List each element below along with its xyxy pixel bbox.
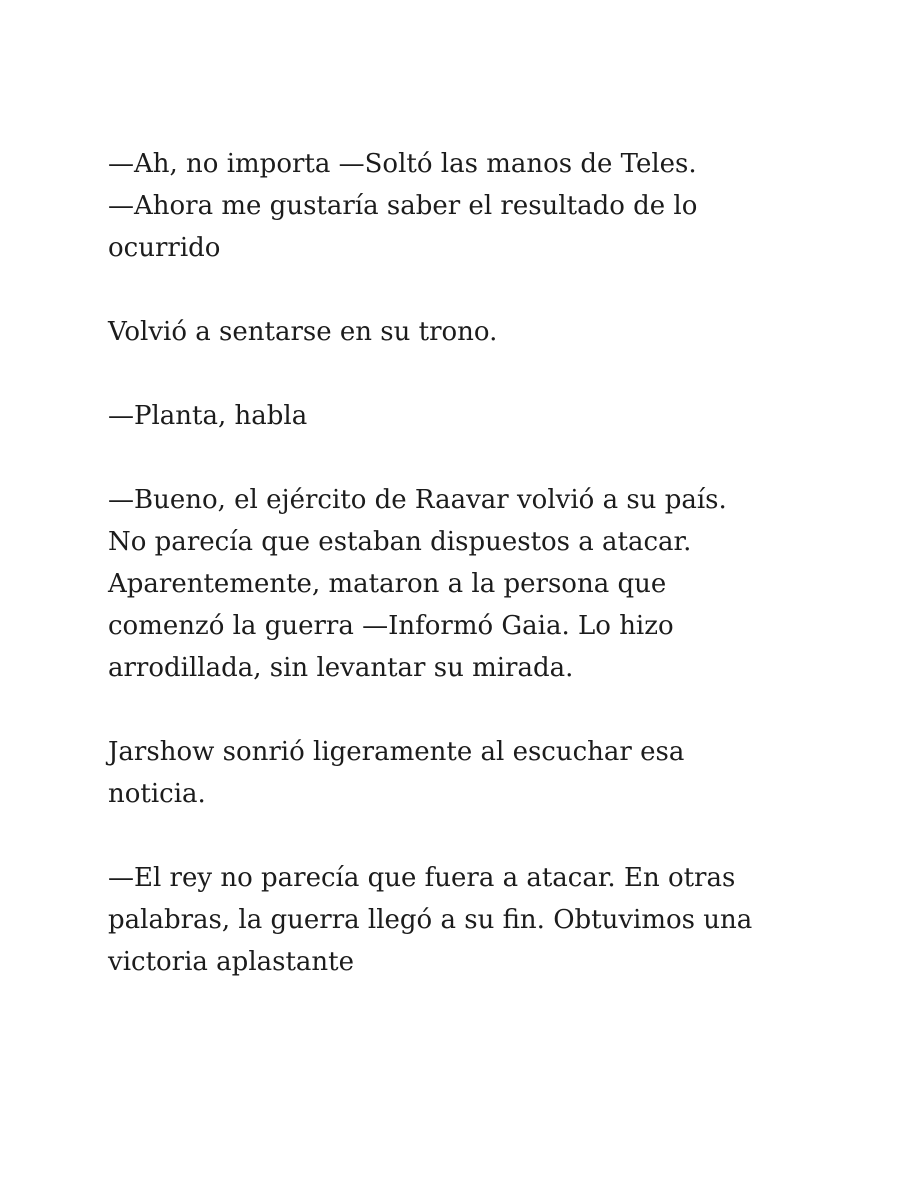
- paragraph-3: [108, 395, 808, 437]
- text-line: Volvió a sentarse en su trono.: [108, 317, 498, 347]
- text-line: comenzó la guerra —Informó Gaia. Lo hizo: [108, 611, 674, 641]
- text-line: arrodillada, sin levantar su mirada.: [108, 653, 574, 683]
- paragraph-2: [108, 311, 808, 353]
- text-line: palabras, la guerra llegó a su fin. Obtuvimos una: [108, 905, 753, 935]
- text-line: —Ahora me gustaría saber el resultado de lo: [108, 191, 698, 221]
- text-line: —El rey no parecía que fuera a atacar. En otras: [108, 863, 736, 893]
- page-text: [108, 143, 808, 1025]
- paragraph-5: [108, 731, 808, 815]
- text-line: ocurrido: [108, 233, 221, 263]
- paragraph-4: [108, 479, 808, 689]
- text-line: —Bueno, el ejército de Raavar volvió a su país.: [108, 485, 727, 515]
- text-line: Aparentemente, mataron a la persona que: [108, 569, 667, 599]
- text-line: noticia.: [108, 779, 206, 809]
- paragraph-1: [108, 143, 808, 269]
- text-line: —Ah, no importa —Soltó las manos de Teles.: [108, 149, 697, 179]
- paragraph-6: [108, 857, 808, 983]
- text-line: Jarshow sonrió ligeramente al escuchar esa: [108, 737, 685, 767]
- text-line: —Planta, habla: [108, 401, 308, 431]
- text-line: No parecía que estaban dispuestos a atacar.: [108, 527, 692, 557]
- text-line: victoria aplastante: [108, 947, 355, 977]
